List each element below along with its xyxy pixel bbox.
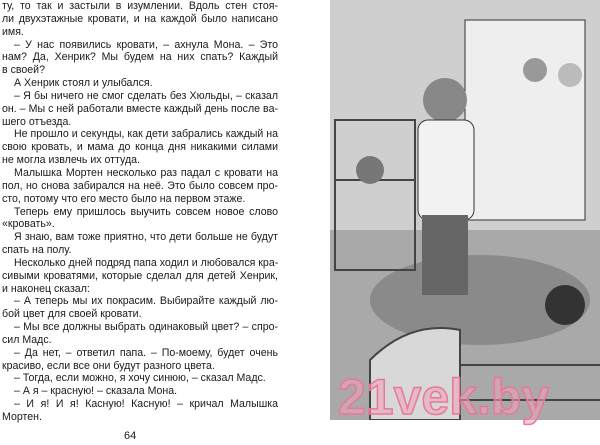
watermark: 21vek.by <box>338 369 550 425</box>
text-line: – Да нет, – ответил папа. – По-моему, будет очень <box>14 346 278 359</box>
text-line: спать на полу. <box>2 244 72 257</box>
girl-head <box>545 285 585 325</box>
henrik-head <box>423 78 467 122</box>
text-line: ту, то так и застыли в изумлении. Вдоль стен стоя- <box>2 0 278 12</box>
text-line: он. – Мы с ней работали вместе каждый день после ва- <box>2 102 278 115</box>
papa-head <box>523 58 547 82</box>
text-line: Несколько дней подряд папа ходил и любовался кра- <box>14 256 279 269</box>
text-line: сивыми кроватями, которые сделал для детей Хенрик, <box>2 269 278 282</box>
text-line: свою кровать, и мама до конца дня никакими силами <box>2 141 278 154</box>
text-line: пол, но снова забирался на неё. Это было совсем про- <box>2 179 278 192</box>
text-line: красиво, если все они будут разного цвета. <box>2 359 215 372</box>
text-line: ли двухэтажные кровати, и на каждой было написано <box>2 12 278 25</box>
text-line: имя. <box>2 25 24 38</box>
text-line: – А теперь мы их покрасим. Выбирайте каждый лю- <box>14 295 278 308</box>
text-line: сил Мадс. <box>2 333 52 346</box>
text-line: Малышка Мортен несколько раз падал с кровати на <box>14 166 278 179</box>
doorway <box>465 20 585 220</box>
text-line: А Хенрик стоял и улыбался. <box>14 77 153 90</box>
text-line: – И я! И я! Касную! Касную! – кричал Малышка <box>14 398 278 411</box>
illustration-family-with-beds <box>330 0 600 425</box>
henrik-legs <box>422 215 468 295</box>
text-line: сто, потому что его место было на первом этаже. <box>2 192 246 205</box>
text-line: – Тогда, если можно, я хочу синюю, – сказал Мадс. <box>14 372 266 385</box>
mama-head <box>558 63 582 87</box>
text-line: – А я – красную! – сказала Мона. <box>14 385 178 398</box>
page-number: 64 <box>124 430 137 442</box>
henrik-body <box>418 120 474 220</box>
text-line: Я знаю, вам тоже приятно, что дети больше не будут <box>14 231 278 244</box>
text-line: – Я бы ничего не смог сделать без Хюльды, – сказал <box>14 89 278 102</box>
text-line: и наконец сказал: <box>2 282 90 295</box>
text-line: Мортен. <box>2 411 42 423</box>
child-on-bed <box>356 156 384 184</box>
text-line: Не прошло и секунды, как дети забрались каждый на <box>14 128 278 141</box>
text-line: нам? Да, Хенрик? Мы будем на них спать? Каждый <box>2 51 278 64</box>
text-line: – Мы все должны выбрать одинаковый цвет? – спро- <box>14 321 278 334</box>
text-line: – У нас появились кровати, – ахнула Мона. – Это <box>14 38 278 51</box>
text-line: бой цвет для своей кровати. <box>2 308 142 321</box>
text-line: не могла извлечь их оттуда. <box>2 154 140 167</box>
page-text <box>2 0 278 424</box>
text-line: «кровать». <box>2 218 55 231</box>
text-line: в своей? <box>2 64 45 77</box>
text-line: шего отъезда. <box>2 115 72 128</box>
text-line: Теперь ему пришлось выучить совсем новое слово <box>14 205 278 218</box>
